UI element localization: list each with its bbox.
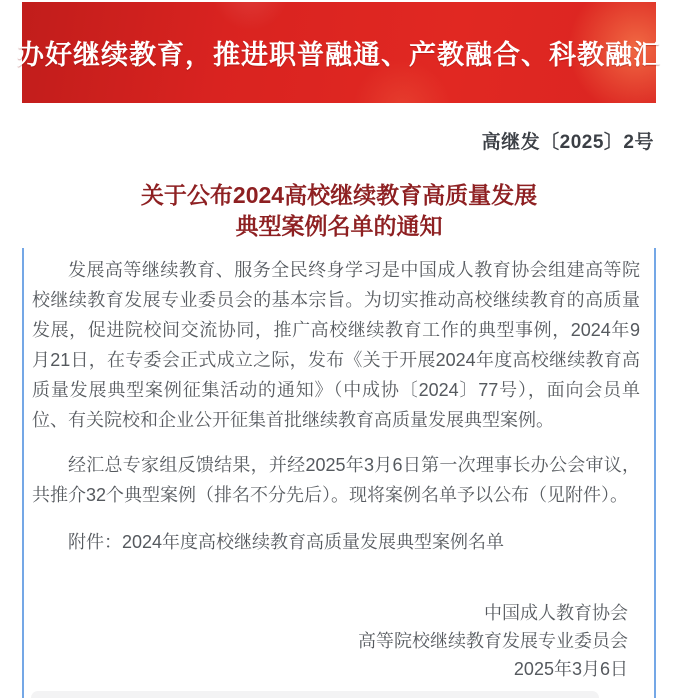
signature-block — [32, 599, 640, 683]
doc-number: 高继发〔2025〕2号 — [481, 132, 654, 153]
notice-title — [0, 180, 678, 242]
banner — [17, 2, 661, 103]
body-paragraph-2: 经汇总专家组反馈结果，并经2025年3月6日第一次理事长办公会审议，共推介32个典型案例（排名不分先后）。现将案例名单予以公布（见附件）。 — [32, 455, 640, 505]
signature-org-line2: 高等院校继续教育发展专业委员会 — [358, 631, 628, 651]
content-box — [22, 248, 656, 698]
attachment-line: 附件：2024年度高校继续教育高质量发展典型案例名单 — [68, 532, 505, 552]
title-line-1: 关于公布2024高校继续教育高质量发展 — [140, 182, 538, 208]
signature-org-line1: 中国成人教育协会 — [484, 603, 628, 623]
banner-slogan: 办好继续教育，推进职普融通、产教融合、科教融汇 — [17, 40, 661, 70]
attachment-card-top-edge — [31, 691, 599, 698]
body-paragraph-1: 发展高等继续教育、服务全民终身学习是中国成人教育协会组建高等院校继续教育发展专业委员会的基本宗旨。为切实推动高校继续教育的高质量发展，促进院校间交流协同，推广高校继续教育工作的典型事例，2024年9月21日，在专委会正式成立之际，发布《关于开展2024年度高校继续教育高质量发展典型案例征集活动的通知》（中成协〔2024〕77号），面向会员单位、有关院校和企业公开征集首批继续教育高质量发展典型案例。 — [32, 260, 640, 430]
title-line-2: 典型案例名单的通知 — [235, 213, 443, 239]
signature-date: 2025年3月6日 — [513, 659, 628, 679]
